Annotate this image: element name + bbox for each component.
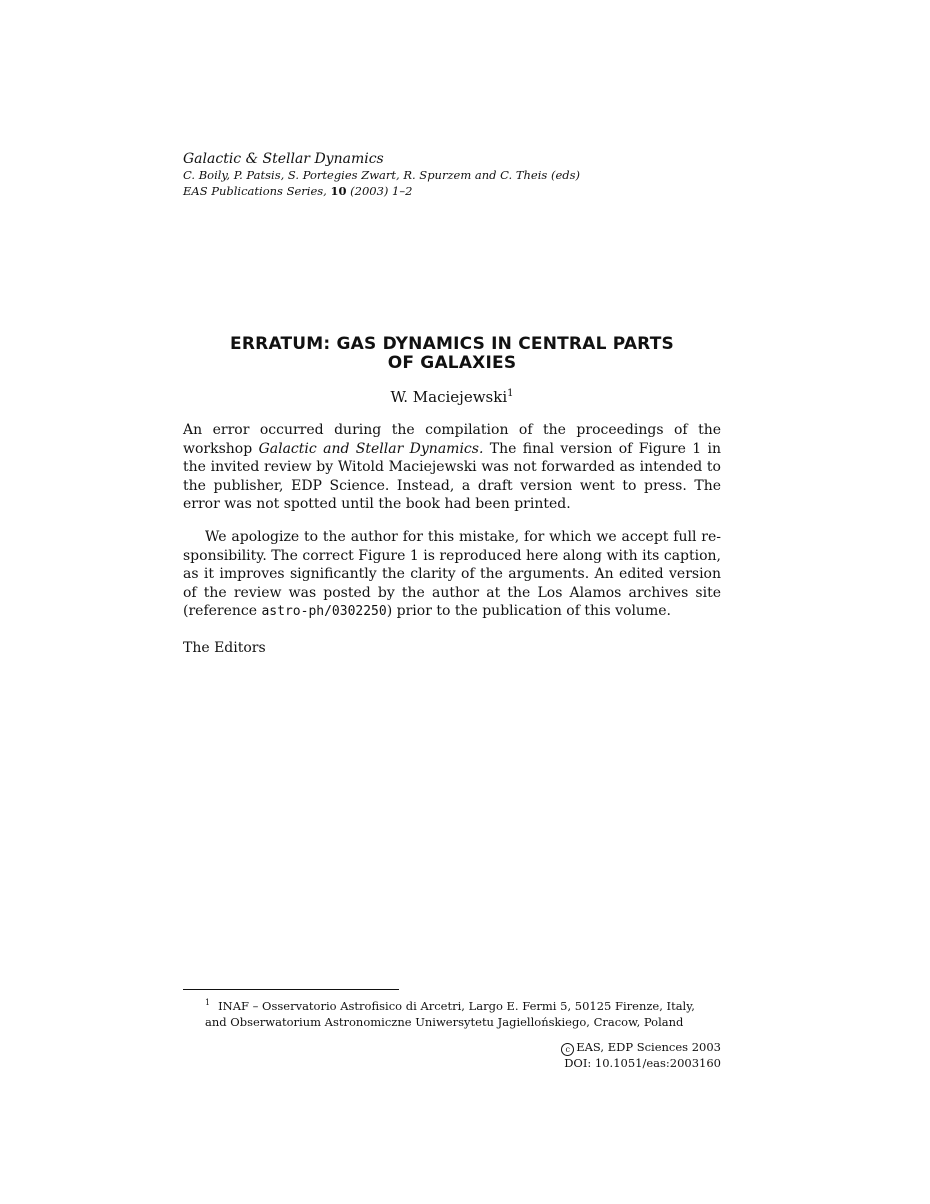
paragraph-2 [183,528,721,622]
p1-text-b: The final version of Figure 1 in the invited review by Witold Maciejewski was not forwarded as intended to the publisher, EDP Science. Instead, a draft version went to press. The error was not spotted until the book had been printed. [183,440,722,513]
copyright-block [561,1040,721,1070]
affiliation-footnote [205,998,695,1030]
signature: The Editors [183,640,266,656]
copyright-symbol: c [561,1043,574,1056]
doi: DOI: 10.1051/eas:2003160 [564,1056,721,1070]
series-year-pages: (2003) 1–2 [350,184,413,198]
p2-text-b: ) prior to the publication of this volume. [386,603,671,620]
author-name: W. Maciejewski [390,388,508,406]
workshop-name: Galactic and Stellar Dynamics. [258,440,484,457]
author-footnote-mark: 1 [507,388,514,399]
p1-text-a: An error occurred during the compilation of the proceedings of the workshop [183,422,721,457]
footnote-mark: 1 [205,998,211,1008]
copyright-text: EAS, EDP Sciences 2003 [576,1040,721,1054]
book-title: Galactic & Stellar Dynamics [183,151,384,167]
footnote-rule [183,989,399,990]
series-line [183,183,580,199]
editors-line: C. Boily, P. Patsis, S. Portegies Zwart, R. Spurzem and C. Theis (eds) [183,168,581,182]
title-line-1: ERRATUM: GAS DYNAMICS IN CENTRAL PARTS [230,334,674,354]
series-prefix: EAS Publications Series, [183,184,327,198]
title-line-2: OF GALAXIES [387,353,517,373]
article-title [183,335,721,373]
footnote-line-1: INAF – Osservatorio Astrofisico di Arcetri, Largo E. Fermi 5, 50125 Firenze, Italy, [218,999,695,1013]
journal-header [183,151,580,199]
arxiv-reference: astro-ph/0302250 [261,604,387,620]
footnote-line-2: and Obserwatorium Astronomiczne Uniwersytetu Jagiellońskiego, Cracow, Poland [205,1015,684,1029]
paragraph-1 [183,421,721,514]
series-volume: 10 [330,184,347,198]
p2-text-a: We apologize to the author for this mistake, for which we accept full re-sponsibility. The correct Figure 1 is reproduced here along with its caption, as it improves significantly the clarity of the arguments. An edited version of the review was posted by the author at the Los Alamos archives site (reference [183,529,721,620]
author-line [183,388,721,406]
